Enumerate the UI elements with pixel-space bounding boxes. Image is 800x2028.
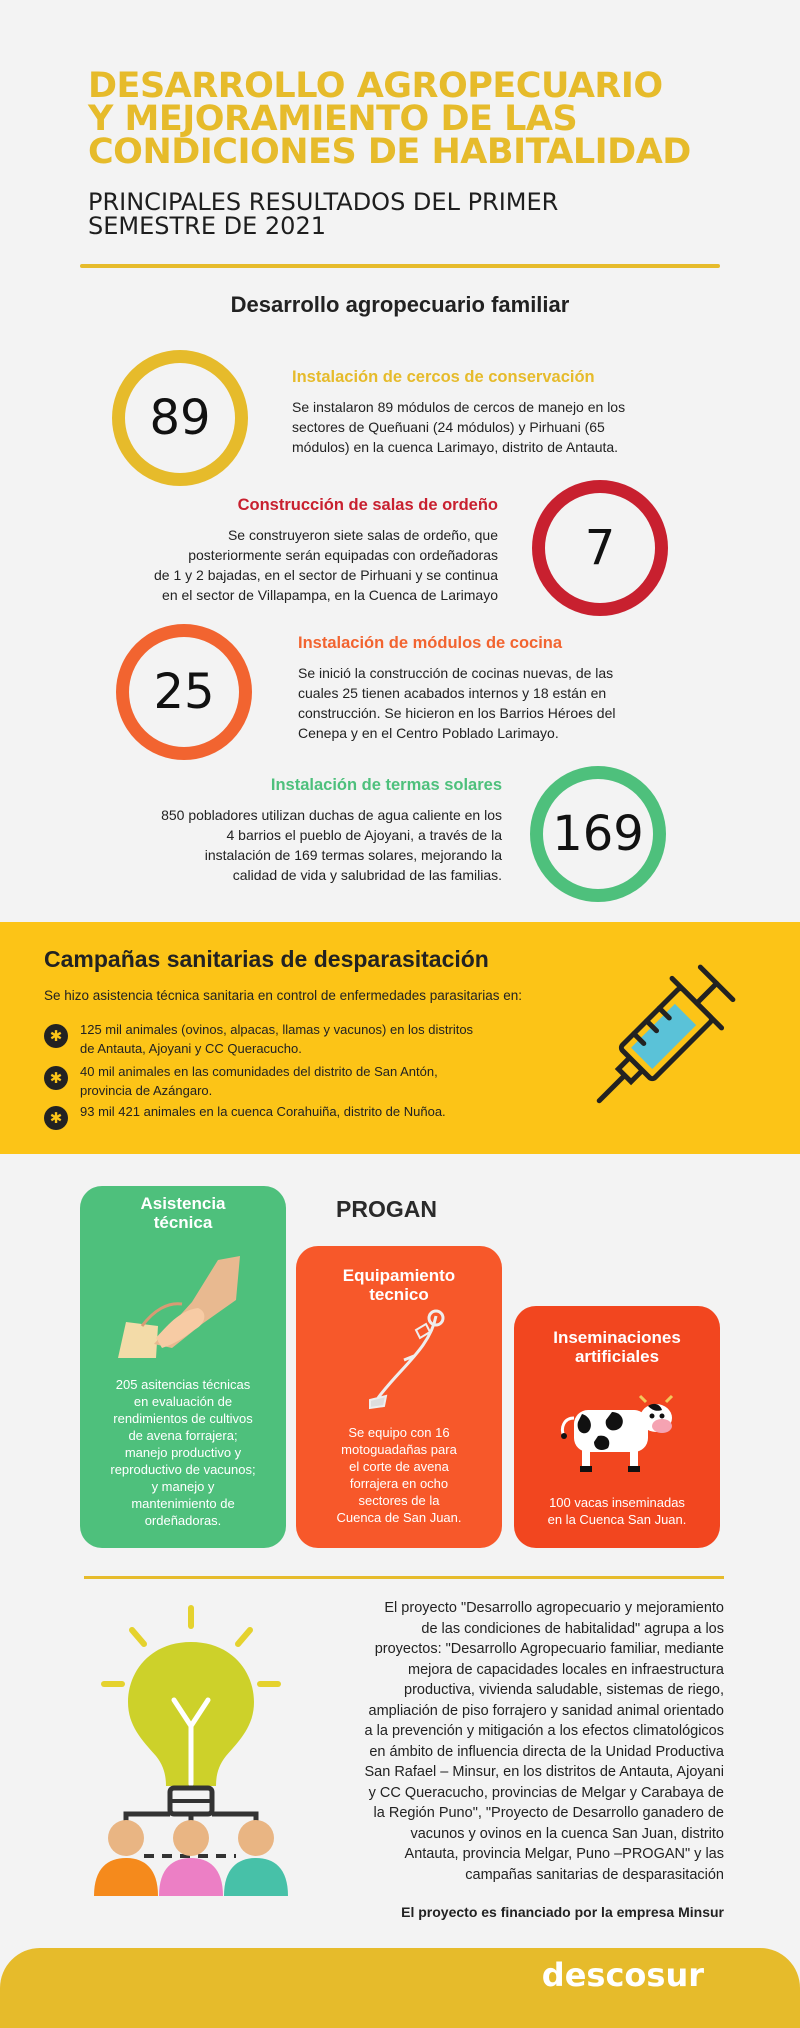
lightbulb-icon — [84, 1600, 298, 1896]
card-title-line: Equipamiento — [342, 1266, 456, 1285]
asterisk-icon: ✱ — [44, 1106, 68, 1130]
card-inseminaciones — [514, 1306, 720, 1548]
result-text — [100, 525, 498, 605]
result-number: 169 — [552, 806, 644, 862]
bullet-line: 40 mil animales en las comunidades del distrito de San Antón, — [80, 1064, 438, 1079]
project-line: mejora de capacidades locales en infraestructura — [408, 1661, 724, 1678]
project-line: de las condiciones de habitalidad" agrupa a los — [421, 1620, 724, 1637]
number-ring-169 — [530, 766, 666, 902]
subtitle — [88, 190, 728, 238]
card-title — [306, 1266, 492, 1304]
card-line: mantenimiento de — [131, 1496, 235, 1511]
result-title: Construcción de salas de ordeño — [237, 496, 498, 514]
result-block-cercos — [292, 368, 712, 457]
card-title-line: Inseminaciones — [553, 1328, 681, 1347]
project-description — [318, 1598, 724, 1885]
project-line: ampliación de piso forrajero y sanidad animal orientado — [368, 1702, 724, 1719]
card-line: sectores de la — [358, 1493, 440, 1508]
result-text — [298, 663, 718, 743]
number-ring-25 — [116, 624, 252, 760]
card-asistencia — [80, 1186, 286, 1548]
text-line: cuales 25 tienen acabados internos y 18 están en — [298, 685, 607, 701]
result-number: 25 — [153, 664, 215, 720]
title-line: Y MEJORAMIENTO DE LAS — [88, 99, 578, 139]
project-line: la Región Puno", "Proyecto de Desarrollo ganadero de — [373, 1805, 724, 1821]
text-line: Se instalaron 89 módulos de cercos de manejo en los — [292, 399, 626, 415]
text-line: posteriormente serán equipadas con ordeñadoras — [188, 547, 498, 563]
project-line: a la prevención y mitigación a los efectos climatológicos — [364, 1723, 724, 1739]
divider — [80, 264, 720, 268]
text-line: Cenepa y en el Centro Poblado Larimayo. — [298, 725, 559, 741]
project-line: vacunos y ovinos en la cuenca San Juan, distrito — [410, 1825, 724, 1842]
title-line: DESARROLLO AGROPECUARIO — [88, 66, 663, 106]
result-text — [100, 805, 502, 885]
text-line: Se construyeron siete salas de ordeño, que — [227, 527, 498, 543]
card-line: en evaluación de — [133, 1394, 233, 1409]
text-line: sectores de Queñuani (24 módulos) y Pirhuani (65 — [292, 419, 605, 435]
card-title-line: técnica — [153, 1213, 213, 1232]
result-block-ordeno — [100, 496, 498, 605]
result-block-cocina — [298, 634, 718, 743]
card-title-line: artificiales — [574, 1347, 660, 1366]
campaign-bullet — [44, 1020, 514, 1058]
bullet-line: de Antauta, Ajoyani y CC Queracucho. — [80, 1041, 302, 1056]
project-line: San Rafael – Minsur, en los distritos de Antauta, Ajoyani — [364, 1764, 724, 1780]
card-title — [90, 1194, 276, 1232]
brush-cutter-icon — [360, 1308, 450, 1418]
syringe-icon — [570, 940, 760, 1130]
result-number: 7 — [584, 520, 616, 576]
project-line: Antauta, provincia Melgar, Puno –PROGAN" y las — [404, 1846, 724, 1862]
card-text — [98, 1376, 268, 1529]
bullet-line: 125 mil animales (ovinos, alpacas, llamas y vacunos) en los distritos — [80, 1022, 474, 1037]
title-line: CONDICIONES DE HABITALIDAD — [88, 132, 691, 172]
text-line: construcción. Se hicieron en los Barrios Héroes del — [298, 705, 616, 721]
card-title — [524, 1328, 710, 1366]
text-line: módulos) en la cuenca Larimayo, distrito de Antauta. — [292, 439, 619, 455]
text-line: Se inició la construcción de cocinas nuevas, de las — [298, 665, 614, 681]
brand-logo: descosur — [541, 1956, 704, 1994]
card-line: ordeñadoras. — [144, 1513, 222, 1528]
text-line: instalación de 169 termas solares, mejorando la — [204, 847, 502, 863]
card-title-line: Asistencia — [140, 1194, 226, 1213]
result-title: Instalación de módulos de cocina — [298, 634, 563, 652]
card-line: 100 vacas inseminadas — [549, 1495, 685, 1510]
section-heading-familiar: Desarrollo agropecuario familiar — [230, 292, 570, 317]
card-line: 205 asitencias técnicas — [115, 1377, 251, 1392]
result-text — [292, 397, 712, 457]
campaign-heading: Campañas sanitarias de desparasitación — [44, 946, 489, 972]
text-line: 4 barrios el pueblo de Ajoyani, a través de la — [226, 827, 502, 843]
progan-heading: PROGAN — [336, 1196, 437, 1222]
text-line: de 1 y 2 bajadas, en el sector de Pirhuani y se continua — [154, 567, 498, 583]
subtitle-line: PRINCIPALES RESULTADOS DEL PRIMER — [88, 188, 559, 216]
card-text — [532, 1494, 702, 1528]
funding-note: El proyecto es financiado por la empresa Minsur — [401, 1904, 724, 1920]
project-line: en ámbito de influencia directa de la Unidad Productiva — [369, 1743, 724, 1760]
card-line: el corte de avena — [349, 1459, 449, 1474]
campaign-bullet — [44, 1102, 514, 1127]
main-title — [88, 66, 748, 172]
card-line: Cuenca de San Juan. — [336, 1510, 462, 1525]
result-title: Instalación de termas solares — [270, 776, 502, 794]
card-line: de avena forrajera; — [128, 1428, 238, 1443]
card-equipamiento — [296, 1246, 502, 1548]
project-line: campañas sanitarias de desparasitación — [465, 1866, 724, 1883]
campaign-intro: Se hizo asistencia técnica sanitaria en control de enfermedades parasitarias en: — [44, 988, 523, 1003]
number-ring-7 — [532, 480, 668, 616]
card-title-line: tecnico — [369, 1285, 429, 1304]
handshake-icon — [116, 1252, 246, 1362]
campaign-bullet — [44, 1062, 514, 1100]
card-text — [314, 1424, 484, 1526]
bullet-line: provincia de Azángaro. — [80, 1083, 213, 1098]
card-line: manejo productivo y — [124, 1445, 242, 1460]
card-line: reproductivo de vacunos; — [110, 1462, 256, 1477]
text-line: 850 pobladores utilizan duchas de agua caliente en los — [161, 807, 502, 823]
bullet-line: 93 mil 421 animales en la cuenca Corahuiña, distrito de Nuñoa. — [80, 1104, 446, 1119]
subtitle-line: SEMESTRE DE 2021 — [88, 212, 326, 240]
asterisk-icon: ✱ — [44, 1066, 68, 1090]
text-line: calidad de vida y salubridad de las familias. — [232, 867, 502, 883]
result-title: Instalación de cercos de conservación — [292, 368, 595, 386]
card-line: motoguadañas para — [341, 1442, 457, 1457]
project-line: El proyecto "Desarrollo agropecuario y mejoramiento — [384, 1600, 724, 1616]
project-line: proyectos: "Desarrollo Agropecuario familiar, mediante — [374, 1641, 724, 1657]
divider — [84, 1576, 724, 1579]
text-line: en el sector de Villapampa, en la Cuenca de Larimayo — [162, 587, 498, 603]
card-line: en la Cuenca San Juan. — [547, 1512, 687, 1527]
card-line: forrajera en ocho — [349, 1476, 449, 1491]
result-block-termas — [100, 776, 502, 885]
asterisk-icon: ✱ — [44, 1024, 68, 1048]
card-line: Se equipo con 16 — [348, 1425, 450, 1440]
card-line: y manejo y — [151, 1479, 215, 1494]
project-line: y CC Queracucho, provincias de Melgar y Carabaya de — [368, 1784, 724, 1801]
card-line: rendimientos de cultivos — [113, 1411, 253, 1426]
project-line: productiva, vivienda saludable, sistemas de riego, — [404, 1682, 724, 1698]
result-number: 89 — [149, 390, 211, 446]
cow-icon — [554, 1392, 680, 1476]
number-ring-89 — [112, 350, 248, 486]
